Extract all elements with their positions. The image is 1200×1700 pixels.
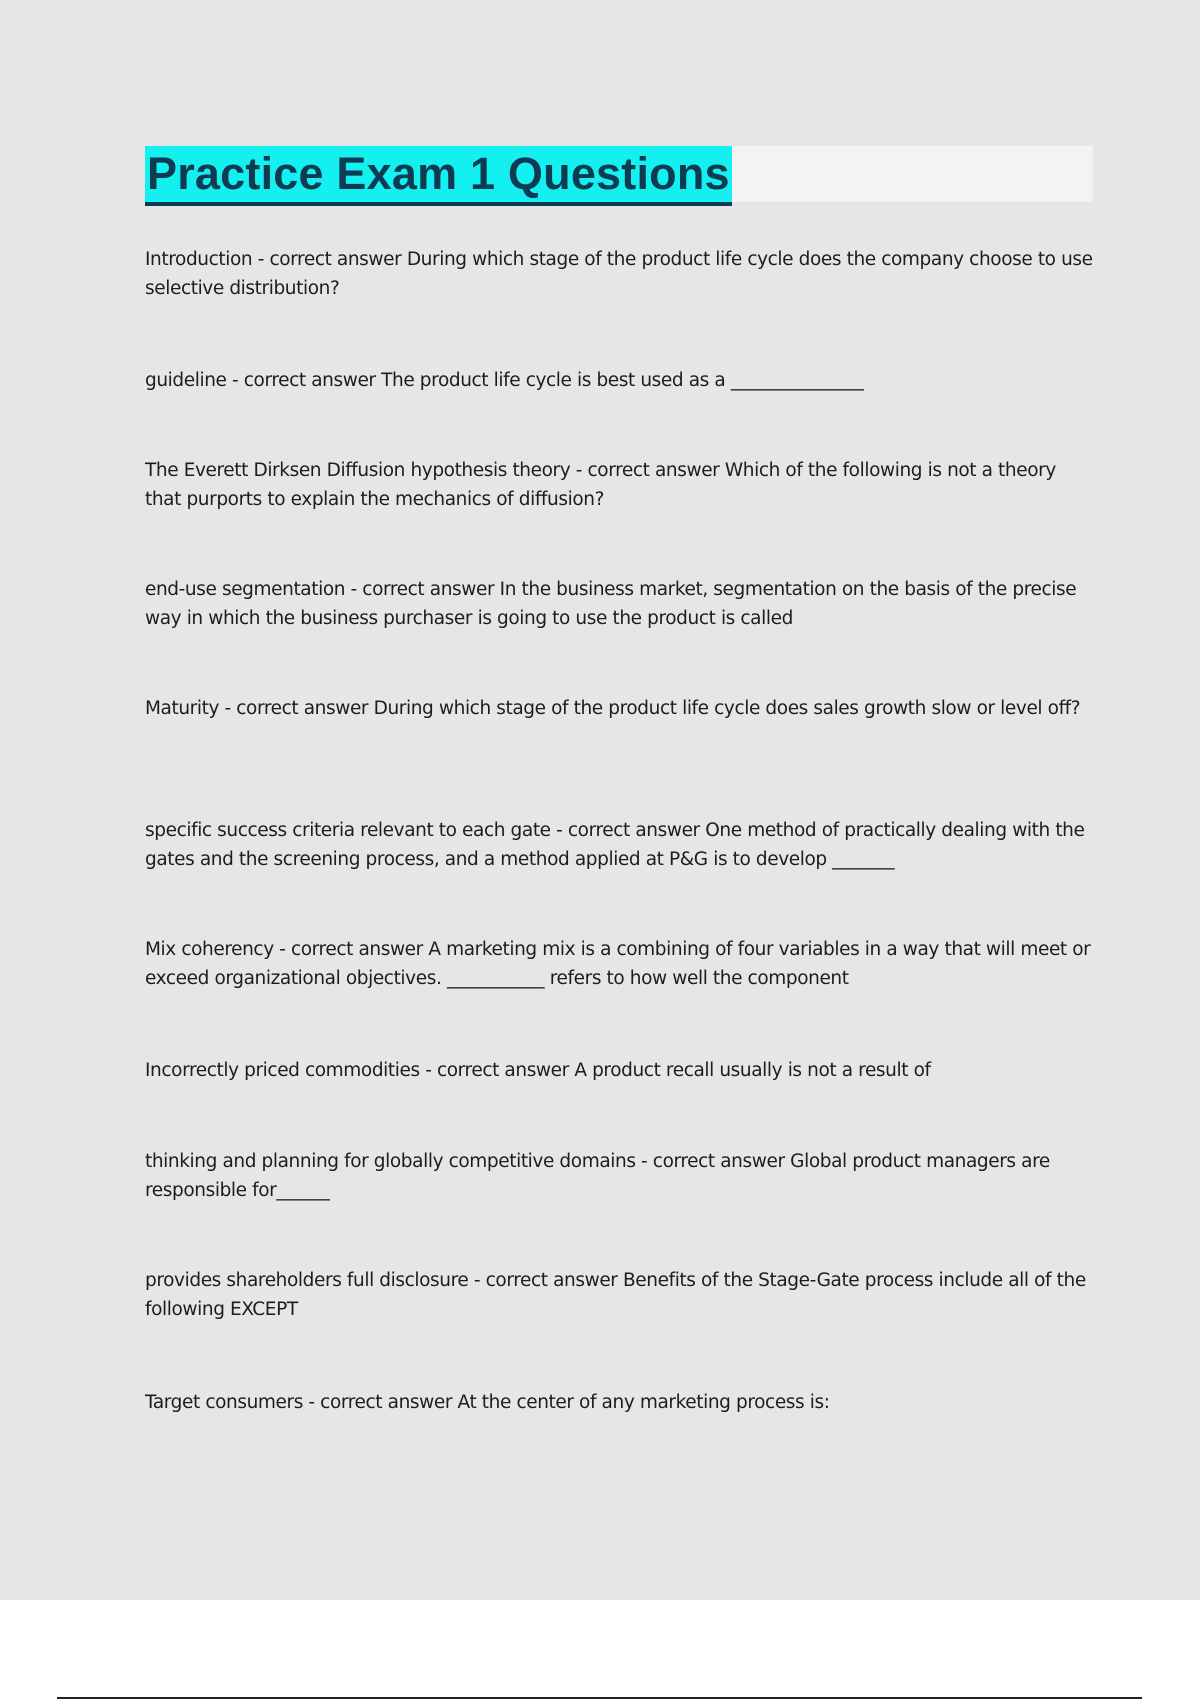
question-4: end-use segmentation - correct answer In the business market, segmentation on the basis of the precise way in which the business purchaser is going to use the product is called [145, 579, 1077, 629]
page-title: Practice Exam 1 Questions [145, 146, 732, 206]
question-10: provides shareholders full disclosure - correct answer Benefits of the Stage-Gate process include all of the following EXCEPT [145, 1270, 1086, 1320]
question-6: specific success criteria relevant to each gate - correct answer One method of practically dealing with the gates and the screening process, and a method applied at P&G is to develop _______ [145, 820, 1085, 870]
question-11: Target consumers - correct answer At the center of any marketing process is: [145, 1392, 830, 1413]
question-7: Mix coherency - correct answer A marketing mix is a combining of four variables in a way that will meet or exceed organizational objectives. ___________ refers to how well the component [145, 939, 1091, 989]
question-8: Incorrectly priced commodities - correct answer A product recall usually is not a result of [145, 1060, 931, 1081]
question-1: Introduction - correct answer During which stage of the product life cycle does the company choose to use selective distribution? [145, 249, 1093, 299]
question-9: thinking and planning for globally competitive domains - correct answer Global product managers are responsible for______ [145, 1151, 1050, 1201]
question-5: Maturity - correct answer During which stage of the product life cycle does sales growth slow or level off? [145, 698, 1081, 719]
footer-divider [57, 1697, 1142, 1699]
question-2: guideline - correct answer The product life cycle is best used as a _______________ [145, 370, 864, 391]
question-3: The Everett Dirksen Diffusion hypothesis theory - correct answer Which of the following is not a theory that purports to explain the mechanics of diffusion? [145, 460, 1056, 510]
